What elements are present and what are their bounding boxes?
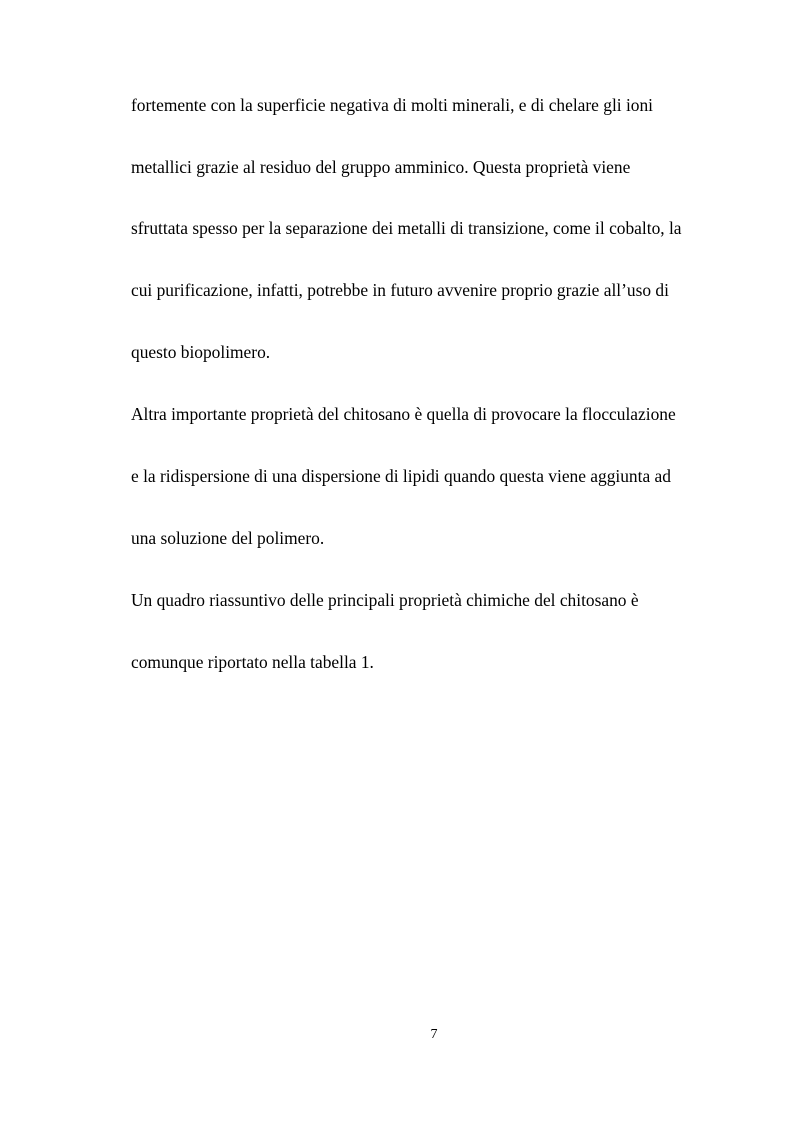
- body-text-line: e la ridispersione di una dispersione di lipidi quando questa viene aggiunta ad: [131, 466, 671, 486]
- body-text-line: Altra importante proprietà del chitosano è quella di provocare la flocculazione: [131, 404, 676, 424]
- body-text-line: cui purificazione, infatti, potrebbe in futuro avvenire proprio grazie all’uso di: [131, 280, 669, 300]
- body-text-line: una soluzione del polimero.: [131, 528, 325, 548]
- body-text-line: metallici grazie al residuo del gruppo amminico. Questa proprietà viene: [131, 157, 631, 177]
- body-text-line: sfruttata spesso per la separazione dei metalli di transizione, come il cobalto, la: [131, 218, 682, 238]
- body-text-line: comunque riportato nella tabella 1.: [131, 652, 374, 672]
- body-text-line: Un quadro riassuntivo delle principali proprietà chimiche del chitosano è: [131, 590, 639, 610]
- page-number: 7: [430, 1027, 438, 1042]
- body-text-line: fortemente con la superficie negativa di molti minerali, e di chelare gli ioni: [131, 95, 654, 115]
- body-text-line: questo biopolimero.: [131, 342, 271, 362]
